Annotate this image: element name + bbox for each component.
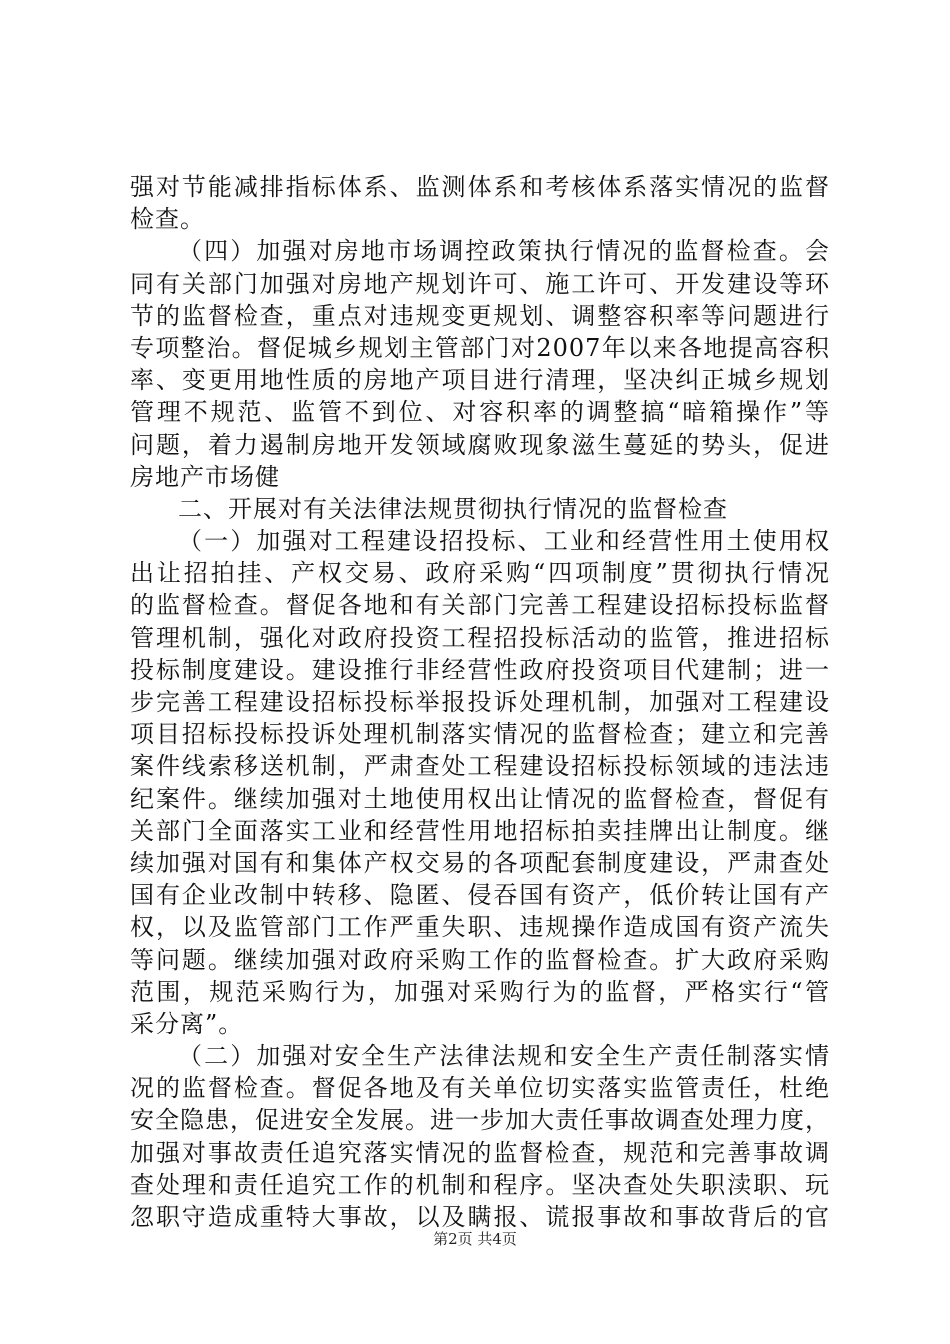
body-text-line: 强对节能减排指标体系、监测体系和考核体系落实情况的监督 [130,173,830,201]
body-text-line: 国有企业改制中转移、隐匿、侵吞国有资产，低价转让国有产 [130,881,830,910]
body-text-line: 二、开展对有关法律法规贯彻执行情况的监督检查 [178,494,728,523]
body-text-line: 等问题。继续加强对政府采购工作的监督检查。扩大政府采购 [130,945,830,974]
body-text-line: 范围，规范采购行为，加强对采购行为的监督，严格实行“管 [130,977,830,1006]
body-text-line: 况的监督检查。督促各地及有关单位切实落实监管责任，杜绝 [130,1074,830,1103]
body-text-line: 管理机制，强化对政府投资工程招投标活动的监管，推进招标 [130,623,830,652]
body-text-line: 忽职守造成重特大事故，以及瞒报、谎报事故和事故背后的官 [130,1203,830,1231]
body-text-line: 房地产市场健 [130,462,280,491]
body-text-line: 采分离”。 [130,1009,244,1038]
body-text-line: 的监督检查。督促各地和有关部门完善工程建设招标投标监督 [130,591,830,620]
body-text-line: 步完善工程建设招标投标举报投诉处理机制，加强对工程建设 [130,688,830,716]
body-text-line: （一）加强对工程建设招投标、工业和经营性用土使用权 [178,527,830,556]
body-text-line: 检查。 [130,205,205,234]
body-text-line: 案件线索移送机制，严肃查处工程建设招标投标领域的违法违 [130,752,830,781]
body-text-line: 安全隐患，促进安全发展。进一步加大责任事故调查处理力度， [130,1106,830,1135]
body-text-line: 权，以及监管部门工作严重失职、违规操作造成国有资产流失 [130,913,830,942]
body-text-line: 续加强对国有和集体产权交易的各项配套制度建设，严肃查处 [130,848,830,877]
body-text-line: （二）加强对安全生产法律法规和安全生产责任制落实情 [178,1042,830,1071]
body-text-line: 出让招拍挂、产权交易、政府采购“四项制度”贯彻执行情况 [130,559,830,588]
body-text-line: 同有关部门加强对房地产规划许可、施工许可、开发建设等环 [130,269,830,298]
body-text-line: 查处理和责任追究工作的机制和程序。坚决查处失职渎职、玩 [130,1170,830,1199]
body-text-line: 问题，着力遏制房地开发领域腐败现象滋生蔓延的势头，促进 [130,430,830,459]
body-text-line: 节的监督检查，重点对违规变更规划、调整容积率等问题进行 [130,301,830,330]
body-text-line: 关部门全面落实工业和经营性用地招标拍卖挂牌出让制度。继 [130,816,830,845]
body-text-line: 纪案件。继续加强对土地使用权出让情况的监督检查，督促有 [130,784,830,813]
body-text-line: 投标制度建设。建设推行非经营性政府投资项目代建制；进一 [130,655,830,684]
body-text-line: 专项整治。督促城乡规划主管部门对2007年以来各地提高容积 [130,333,830,362]
body-text-line: 项目招标投标投诉处理机制落实情况的监督检查；建立和完善 [130,720,830,749]
body-text-line: 管理不规范、监管不到位、对容积率的调整搞“暗箱操作”等 [130,398,830,427]
document-body [130,171,830,1233]
body-text-line: 加强对事故责任追究落实情况的监督检查，规范和完善事故调 [130,1138,830,1167]
body-text-line: （四）加强对房地市场调控政策执行情况的监督检查。会 [178,237,830,266]
page-footer: 第2页 共4页 [433,1230,517,1248]
body-text-line: 率、变更用地性质的房地产项目进行清理，坚决纠正城乡规划 [130,366,830,395]
